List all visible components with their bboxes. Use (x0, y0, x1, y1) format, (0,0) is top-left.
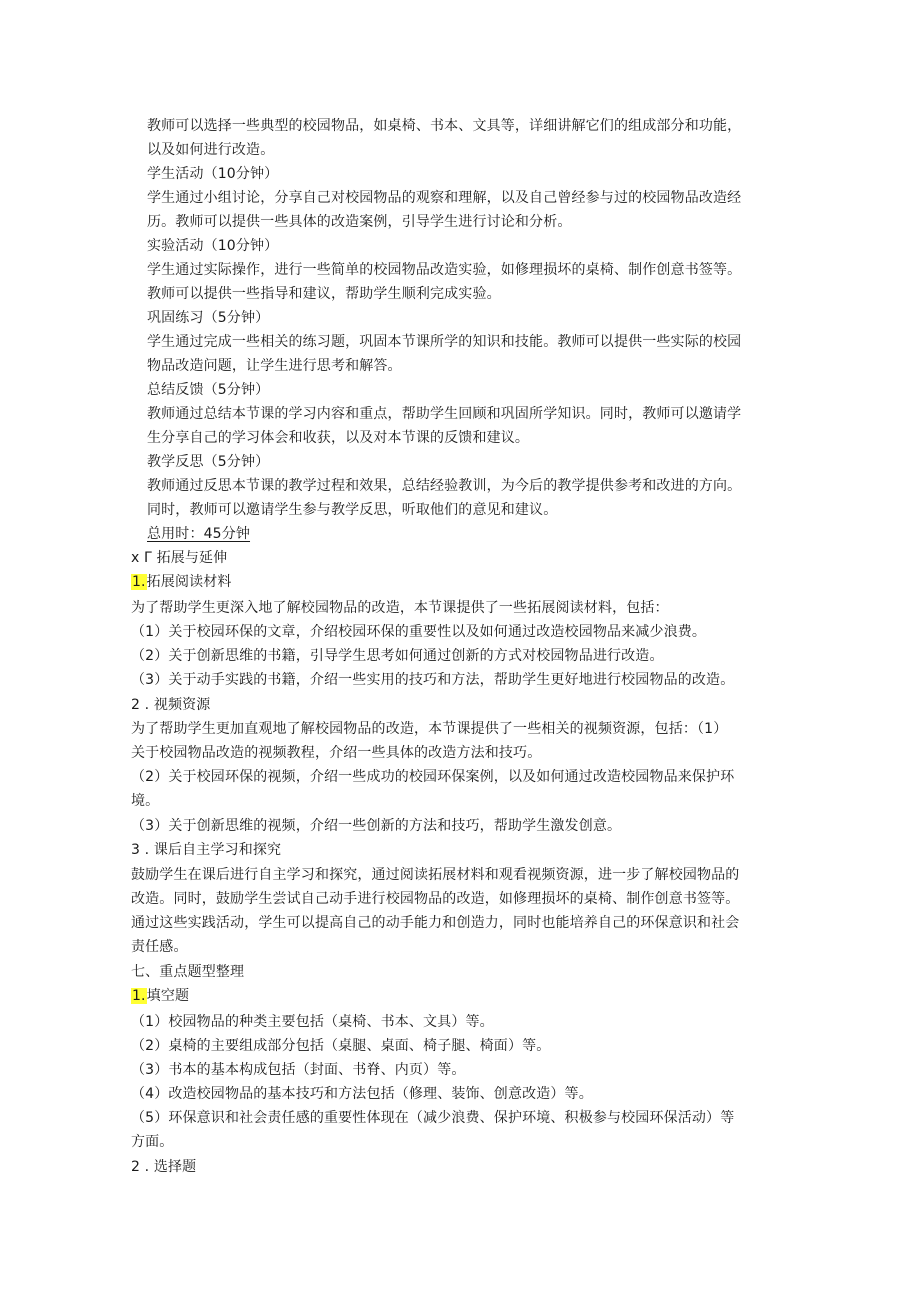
body-text-line: 生分享自己的学习体会和收获，以及对本节课的反馈和建议。 (147, 430, 530, 446)
body-text-line: （3）关于动手实践的书籍，介绍一些实用的技巧和方法，帮助学生更好地进行校园物品的改造。 (131, 672, 735, 688)
question-line: （5）环保意识和社会责任感的重要性体现在（减少浪费、保护环境、积极参与校园环保活动）等 (131, 1110, 735, 1126)
question-line: 方面。 (131, 1134, 174, 1150)
body-text-line: （2）关于校园环保的视频，介绍一些成功的校园环保案例，以及如何通过改造校园物品来保护环 (131, 769, 735, 785)
body-text-line: 关于校园物品改造的视频教程，介绍一些具体的改造方法和技巧。 (131, 745, 542, 761)
subheading-reading-materials (131, 572, 232, 592)
question-line: （4）改造校园物品的基本技巧和方法包括（修理、装饰、创意改造）等。 (131, 1086, 593, 1102)
activity-title: 巩固练习（5分钟） (147, 310, 270, 326)
body-text-line: 通过这些实践活动，学生可以提高自己的动手能力和创造力，同时也能培养自己的环保意识和社会 (131, 915, 740, 931)
body-text-line: 为了帮助学生更加直观地了解校园物品的改造，本节课提供了一些相关的视频资源，包括：（1） (131, 721, 728, 737)
subheading-fill-in-blank (131, 986, 189, 1006)
section-heading-extension: x Γ 拓展与延伸 (131, 550, 228, 566)
activity-title: 实验活动（10分钟） (147, 238, 279, 254)
body-text-line: 改造。同时，鼓励学生尝试自己动手进行校园物品的改造，如修理损坏的桌椅、制作创意书签等。 (131, 891, 740, 907)
body-text-line: 学生通过小组讨论，分享自己对校园物品的观察和理解，以及自己曾经参与过的校园物品改造经 (147, 190, 742, 206)
subheading-title: 填空题 (146, 988, 190, 1004)
body-text-line: 责任感。 (131, 939, 188, 955)
body-text-line: 学生通过完成一些相关的练习题，巩固本节课所学的知识和技能。教师可以提供一些实际的校园 (147, 334, 742, 350)
activity-title: 总结反馈（5分钟） (147, 382, 270, 398)
subheading-self-study: 3 . 课后自主学习和探究 (131, 842, 282, 858)
section-heading-key-questions: 七、重点题型整理 (131, 964, 245, 980)
body-text-line: 学生通过实际操作，进行一些简单的校园物品改造实验，如修理损坏的桌椅、制作创意书签等。 (147, 262, 742, 278)
subheading-title: 拓展阅读材料 (146, 574, 232, 590)
subheading-multiple-choice: 2 . 选择题 (131, 1159, 197, 1175)
body-text-line: 教师可以提供一些指导和建议，帮助学生顺利完成实验。 (147, 286, 501, 302)
subheading-video-resources: 2 . 视频资源 (131, 697, 211, 713)
body-text-line: 教师可以选择一些典型的校园物品，如桌椅、书本、文具等，详细讲解它们的组成部分和功能， (147, 118, 742, 134)
body-text-line: （2）关于创新思维的书籍，引导学生思考如何通过创新的方式对校园物品进行改造。 (131, 648, 664, 664)
body-text-line: 物品改造问题，让学生进行思考和解答。 (147, 358, 402, 374)
body-text-line: 境。 (131, 793, 160, 809)
question-line: （1）校园物品的种类主要包括（桌椅、书本、文具）等。 (131, 1014, 494, 1030)
body-text-line: 教师通过总结本节课的学习内容和重点，帮助学生回顾和巩固所学知识。同时，教师可以邀请学 (147, 406, 742, 422)
question-line: （2）桌椅的主要组成部分包括（桌腿、桌面、椅子腿、椅面）等。 (131, 1038, 551, 1054)
body-text-line: （3）关于创新思维的视频，介绍一些创新的方法和技巧，帮助学生激发创意。 (131, 818, 622, 834)
highlighted-number: 1. (132, 988, 146, 1004)
activity-title: 学生活动（10分钟） (147, 166, 279, 182)
highlighted-number: 1. (132, 574, 146, 590)
body-text-line: 同时，教师可以邀请学生参与教学反思，听取他们的意见和建议。 (147, 502, 558, 518)
question-line: （3）书本的基本构成包括（封面、书脊、内页）等。 (131, 1062, 466, 1078)
body-text-line: 为了帮助学生更深入地了解校园物品的改造，本节课提供了一些拓展阅读材料，包括： (131, 600, 669, 616)
activity-title: 教学反思（5分钟） (147, 454, 270, 470)
body-text-line: 鼓励学生在课后进行自主学习和探究，通过阅读拓展材料和观看视频资源，进一步了解校园物品的 (131, 867, 740, 883)
body-text-line: 教师通过反思本节课的教学过程和效果，总结经验教训，为今后的教学提供参考和改进的方向。 (147, 478, 742, 494)
body-text-line: 历。教师可以提供一些具体的改造案例，引导学生进行讨论和分析。 (147, 214, 572, 230)
body-text-line: 以及如何进行改造。 (147, 142, 275, 158)
body-text-line: （1）关于校园环保的文章，介绍校园环保的重要性以及如何通过改造校园物品来减少浪费。 (131, 624, 707, 640)
total-time: 总用时：45分钟 (147, 526, 251, 542)
